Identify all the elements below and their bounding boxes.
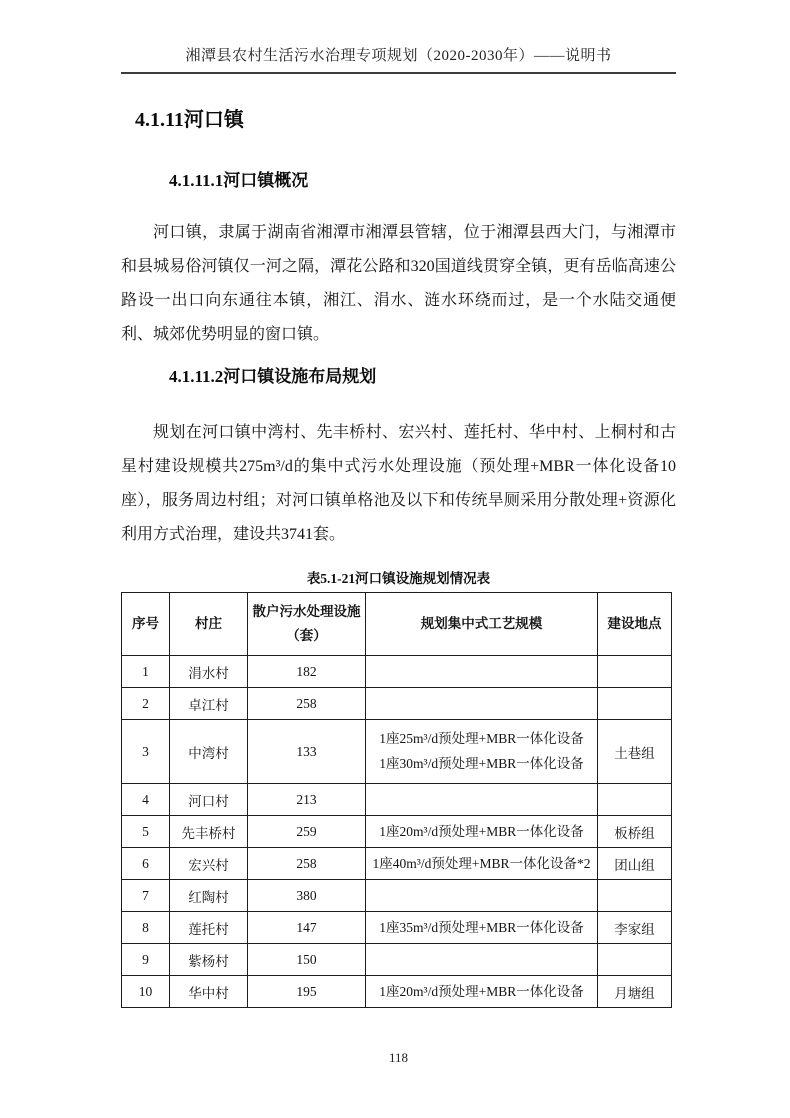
document-title: 湘潭县农村生活污水治理专项规划（2020-2030年）——说明书 — [185, 48, 612, 64]
subsection-heading-plan: 4.1.11.2河口镇设施布局规划 — [169, 367, 377, 386]
cell-village-name: 红陶村 — [170, 880, 248, 912]
table-row — [122, 720, 672, 784]
cell-process-scale — [366, 880, 598, 912]
cell-village-name: 河口村 — [170, 784, 248, 816]
table-row — [122, 688, 672, 720]
process-spec: 1座25m³/d预处理+MBR一体化设备 — [379, 731, 584, 746]
cell-village-name: 中湾村 — [170, 720, 248, 784]
cell-build-location — [598, 944, 672, 976]
cell-process-scale — [366, 688, 598, 720]
cell-process-scale — [366, 816, 598, 848]
cell-process-scale — [366, 976, 598, 1008]
paragraph-plan: 规划在河口镇中湾村、先丰桥村、宏兴村、莲托村、华中村、上桐村和古星村建设规模共275m³/d的集中式污水处理设施（预处理+MBR一体化设备10座），服务周边村组；对河口镇单格池及以下和传统旱厕采用分散处理+资源化利用方式治理，建设共3741套。 — [121, 424, 676, 543]
cell-process-scale — [366, 720, 598, 784]
process-spec: 1座20m³/d预处理+MBR一体化设备 — [379, 823, 584, 839]
cell-build-location — [598, 656, 672, 688]
cell-unit-count: 380 — [248, 880, 366, 912]
page-footer — [121, 1050, 676, 1066]
table-row — [122, 976, 672, 1008]
cell-build-location: 土巷组 — [598, 720, 672, 784]
cell-build-location: 李家组 — [598, 912, 672, 944]
cell-village-name: 华中村 — [170, 976, 248, 1008]
cell-unit-count: 213 — [248, 784, 366, 816]
cell-row-number: 8 — [122, 912, 170, 944]
cell-row-number: 9 — [122, 944, 170, 976]
cell-unit-count: 195 — [248, 976, 366, 1008]
cell-row-number: 7 — [122, 880, 170, 912]
cell-unit-count: 259 — [248, 816, 366, 848]
process-spec: 1座40m³/d预处理+MBR一体化设备*2 — [372, 855, 591, 871]
table-row — [122, 880, 672, 912]
cell-village-name: 莲托村 — [170, 912, 248, 944]
cell-build-location — [598, 784, 672, 816]
cell-row-number: 1 — [122, 656, 170, 688]
page-number: 118 — [388, 1050, 409, 1065]
column-header-village: 村庄 — [170, 593, 248, 656]
process-spec: 1座20m³/d预处理+MBR一体化设备 — [379, 983, 584, 999]
column-header-location: 建设地点 — [598, 593, 672, 656]
column-header-process: 规划集中式工艺规模 — [366, 593, 598, 656]
cell-unit-count: 182 — [248, 656, 366, 688]
cell-build-location — [598, 688, 672, 720]
cell-row-number: 10 — [122, 976, 170, 1008]
cell-build-location: 团山组 — [598, 848, 672, 880]
cell-process-scale — [366, 848, 598, 880]
cell-process-scale — [366, 656, 598, 688]
cell-row-number: 3 — [122, 720, 170, 784]
page-content — [121, 0, 676, 1008]
cell-build-location: 板桥组 — [598, 816, 672, 848]
cell-unit-count: 147 — [248, 912, 366, 944]
table-caption: 表5.1-21河口镇设施规划情况表 — [306, 571, 491, 586]
cell-row-number: 2 — [122, 688, 170, 720]
cell-village-name: 涓水村 — [170, 656, 248, 688]
column-header-no: 序号 — [122, 593, 170, 656]
cell-row-number: 4 — [122, 784, 170, 816]
cell-unit-count: 258 — [248, 688, 366, 720]
cell-unit-count: 133 — [248, 720, 366, 784]
process-spec: 1座30m³/d预处理+MBR一体化设备 — [379, 756, 584, 771]
cell-village-name: 先丰桥村 — [170, 816, 248, 848]
cell-process-scale — [366, 784, 598, 816]
paragraph-overview: 河口镇，隶属于湖南省湘潭市湘潭县管辖，位于湘潭县西大门，与湘潭市和县城易俗河镇仅一河之隔，潭花公路和320国道线贯穿全镇，更有岳临高速公路设一出口向东通往本镇，湘江、涓水、涟水环绕而过，是一个水陆交通便利、城郊优势明显的窗口镇。 — [121, 224, 676, 343]
cell-process-scale — [366, 912, 598, 944]
section-heading-town: 4.1.11河口镇 — [135, 109, 244, 131]
cell-row-number: 5 — [122, 816, 170, 848]
table-row — [122, 848, 672, 880]
table-row — [122, 656, 672, 688]
table-row — [122, 816, 672, 848]
table-header — [122, 593, 672, 656]
table-row — [122, 784, 672, 816]
running-header — [121, 0, 676, 74]
table-row — [122, 944, 672, 976]
facility-planning-table — [121, 592, 672, 1008]
cell-village-name: 卓江村 — [170, 688, 248, 720]
cell-process-scale — [366, 944, 598, 976]
column-header-units: 散户污水处理设施 （套） — [248, 593, 366, 656]
cell-row-number: 6 — [122, 848, 170, 880]
cell-build-location: 月塘组 — [598, 976, 672, 1008]
subsection-heading-overview: 4.1.11.1河口镇概况 — [169, 171, 309, 190]
cell-unit-count: 258 — [248, 848, 366, 880]
cell-village-name: 紫杨村 — [170, 944, 248, 976]
table-row — [122, 912, 672, 944]
cell-unit-count: 150 — [248, 944, 366, 976]
process-spec: 1座35m³/d预处理+MBR一体化设备 — [379, 919, 584, 935]
cell-build-location — [598, 880, 672, 912]
cell-village-name: 宏兴村 — [170, 848, 248, 880]
